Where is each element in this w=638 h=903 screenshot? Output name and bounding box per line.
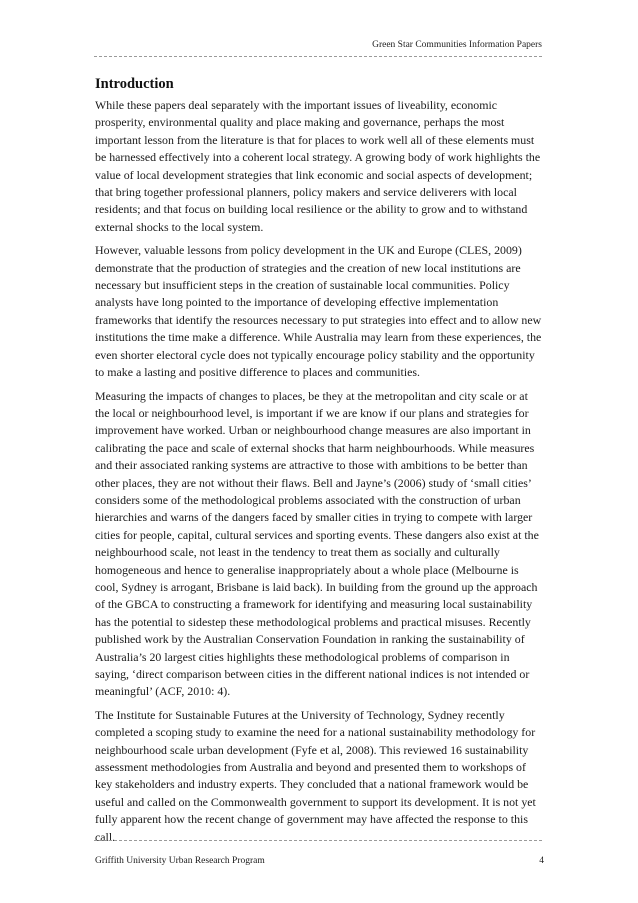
running-header-title: Green Star Communities Information Papers [372,40,542,50]
paragraph: Measuring the impacts of changes to places, be they at the metropolitan and city scale or at the local or neighbourhood level, is important if we are know if our plans and strategies for improvement have worked. Urban or neighbourhood change measures are also important in calibrating the pace and scale of external shocks that harm neighbourhoods. While measures and their associated ranking systems are attractive to those with ambitions to be better than other places, they are not without their flaws. Bell and Jayne’s (2006) study of ‘small cities’ considers some of the methodological problems associated with the construction of urban hierarchies and warns of the dangers faced by smaller cities in trying to compete with larger cities for people, capital, cultural services and sporting events. These dangers also exist at the neighbourhood scale, not least in the tendency to treat them as socially and culturally homogeneous and hence to generalise inappropriately about a whole place (Melbourne is cool, Sydney is arrogant, Brisbane is laid back). In building from the ground up the approach of the GBCA to constructing a framework for identifying and measuring local sustainability has the potential to sidestep these methodological problems and practical misuses. Recently published work by the Australian Conservation Foundation in ranking the sustainability of Australia’s 20 largest cities highlights these methodological problems of comparison in saying, ‘direct comparison between cities in the different national indices is not intended or meaningful’ (ACF, 2010: 4). [95,388,539,699]
header-divider [94,56,542,57]
footer-divider [94,840,542,841]
section-heading: Introduction [95,76,174,92]
footer-organization: Griffith University Urban Research Program [95,856,265,866]
paragraph: While these papers deal separately with the important issues of liveability, economic prosperity, environmental quality and place making and governance, perhaps the most important lesson from the literature is that for places to work well all of these elements must be harnessed effectively into a coherent local strategy. A growing body of work highlights the value of local development strategies that link economic and social aspects of development; that bring together professional planners, policy makers and service deliverers with local residents; and that focus on building local resilience or the ability to grow and to withstand external shocks to the local system. [95,98,541,234]
paragraph: The Institute for Sustainable Futures at the University of Technology, Sydney recently completed a scoping study to examine the need for a national sustainability methodology for neighbourhood scale urban development (Fyfe et al, 2008). This reviewed 16 sustainability assessment methodologies from Australia and beyond and presented them to workshops of key stakeholders and industry experts. They concluded that a national framework would be useful and called on the Commonwealth government to support its development. It is not yet fully apparent how the recent change of government may have affected the response to this call. [95,707,536,844]
page-number: 4 [539,856,544,866]
paragraph: However, valuable lessons from policy development in the UK and Europe (CLES, 2009) demonstrate that the production of strategies and the creation of new local institutions are necessary but insufficient steps in the creation of sustainable local communities. Policy analysts have long pointed to the importance of developing effective implementation frameworks that identify the resources necessary to put strategies into effect and to allow new institutions the time make a difference. While Australia may learn from these experiences, the even shorter electoral cycle does not typically encourage policy stability and the opportunity to make a lasting and positive difference to places and communities. [95,243,542,380]
body-text [95,97,545,852]
